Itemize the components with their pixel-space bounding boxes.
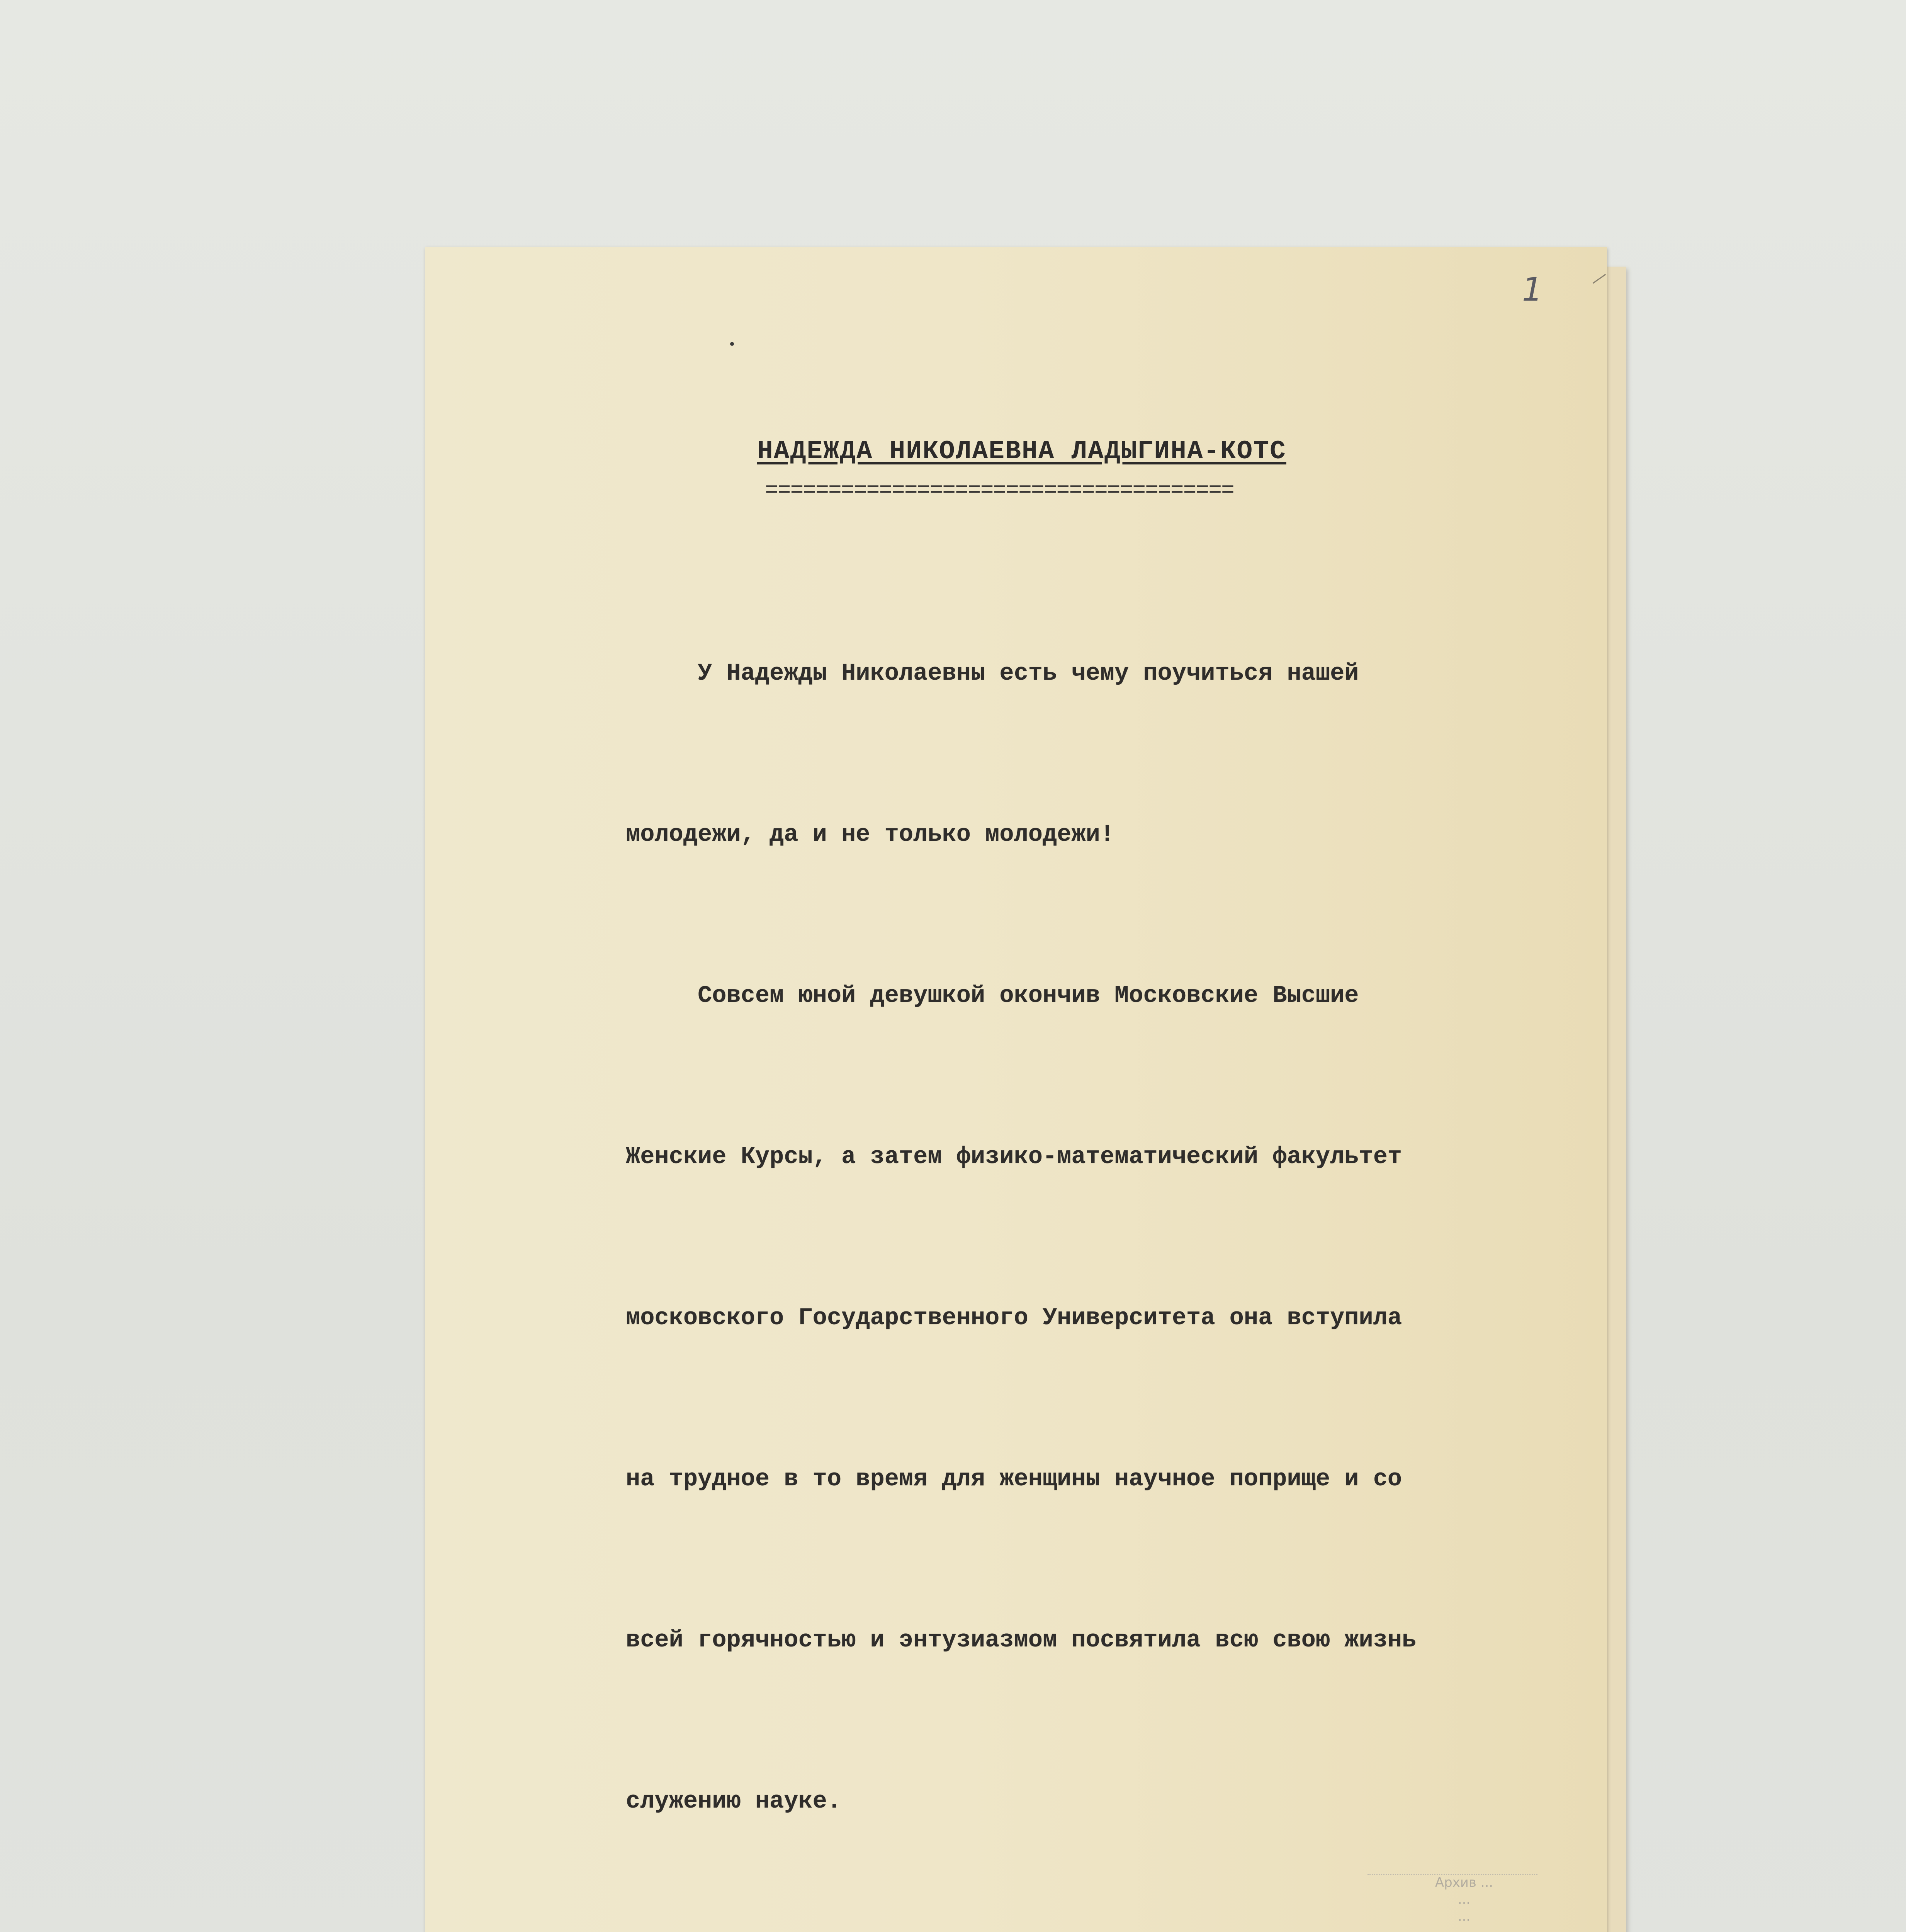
page-number: 1 [1522, 270, 1543, 308]
title-double-rule: ===================================== [765, 478, 1234, 503]
text-line: московского Государственного Университета она вступила [626, 1304, 1402, 1332]
stamp-text: ... [1458, 1909, 1471, 1924]
typed-body-text [626, 539, 1615, 1932]
ink-speck [730, 342, 734, 346]
archive-stamp [1356, 1874, 1572, 1932]
text-line: Женские Курсы, а затем физико-математический факультет [626, 1143, 1402, 1170]
text-line: молодежи, да и не только молодежи! [626, 821, 1115, 848]
stamp-text: ... [1458, 1892, 1471, 1907]
text-line: на трудное в то время для женщины научное поприще и со [626, 1465, 1402, 1493]
text-line: У Надежды Николаевны есть чему поучиться нашей [626, 660, 1359, 687]
text-line: всей горячностью и энтузиазмом посвятила всю свою жизнь [626, 1626, 1417, 1654]
stamp-border [1367, 1874, 1537, 1932]
text-line: служению науке. [626, 1787, 842, 1815]
stamp-text: Архив ... [1435, 1875, 1493, 1890]
text-line: Совсем юной девушкой окончив Московские Высшие [626, 982, 1359, 1009]
document-title: НАДЕЖДА НИКОЛАЕВНА ЛАДЫГИНА-КОТС [757, 437, 1286, 466]
